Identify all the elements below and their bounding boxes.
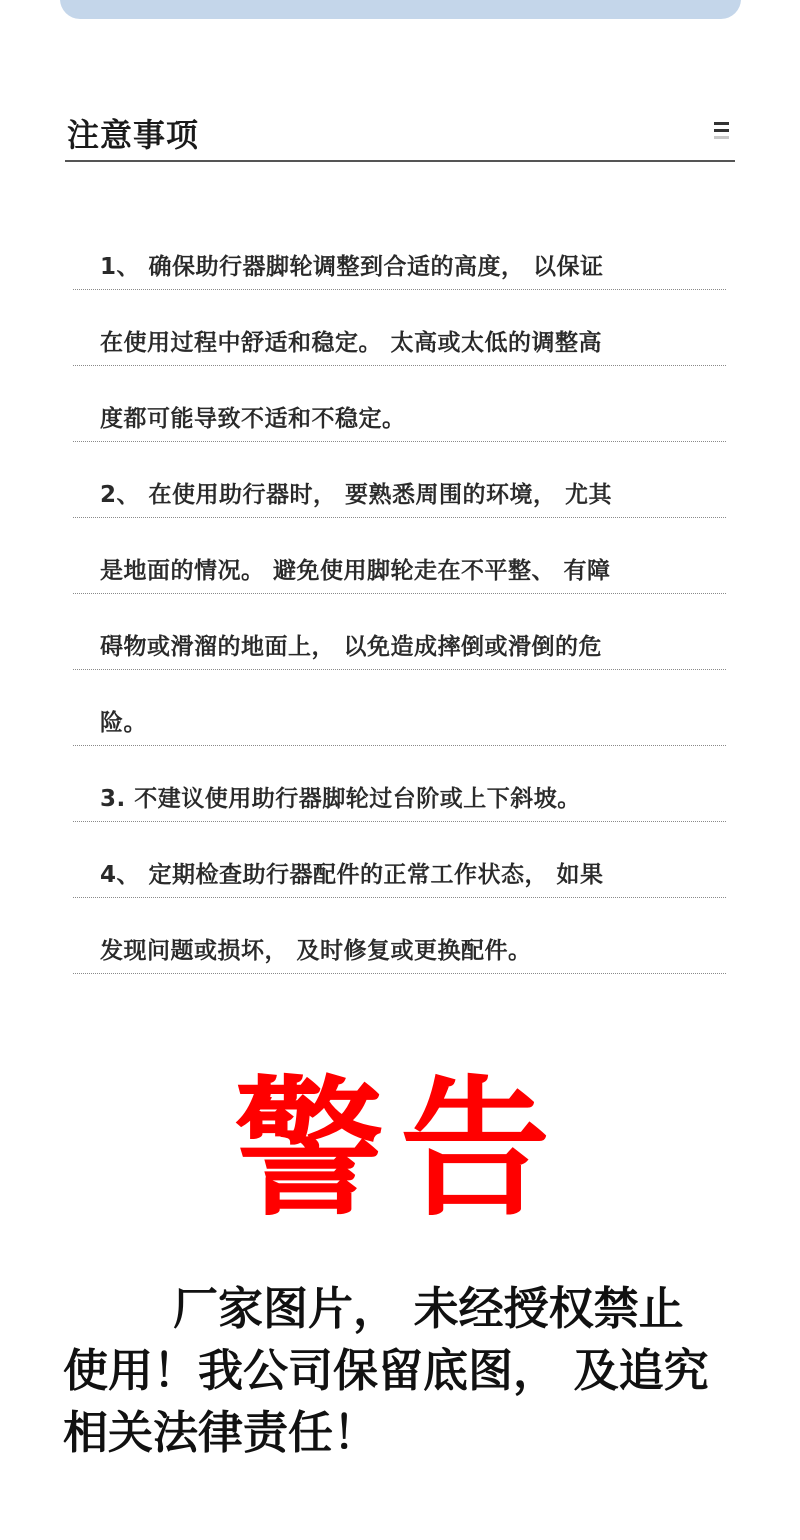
menu-icon-bar bbox=[714, 129, 729, 132]
menu-icon[interactable] bbox=[714, 122, 729, 140]
note-text: 度都可能导致不适和不稳定。 bbox=[100, 406, 406, 432]
warning-line: 使用！我公司保留底图， 及追究 bbox=[63, 1344, 709, 1397]
warning-line: 厂家图片， 未经授权禁止 bbox=[173, 1282, 684, 1335]
note-text: 发现问题或损坏， 及时修复或更换配件。 bbox=[100, 938, 532, 964]
notes-list bbox=[73, 214, 726, 974]
note-line bbox=[73, 518, 726, 594]
note-line bbox=[73, 442, 726, 518]
warning-text bbox=[63, 1278, 743, 1464]
note-text: 3. 不建议使用助行器脚轮过台阶或上下斜坡。 bbox=[100, 786, 581, 812]
menu-icon-bar bbox=[714, 122, 729, 125]
note-line bbox=[73, 366, 726, 442]
note-line bbox=[73, 822, 726, 898]
note-text: 1、 确保助行器脚轮调整到合适的高度， 以保证 bbox=[100, 254, 604, 280]
note-line bbox=[73, 214, 726, 290]
note-line bbox=[73, 898, 726, 974]
warning-title: 警告 bbox=[233, 1063, 566, 1237]
note-text: 是地面的情况。 避免使用脚轮走在不平整、 有障 bbox=[100, 558, 611, 584]
note-text: 2、 在使用助行器时， 要熟悉周围的环境， 尤其 bbox=[100, 482, 613, 508]
section-header bbox=[65, 108, 735, 162]
menu-icon-bar bbox=[714, 136, 729, 139]
note-line bbox=[73, 594, 726, 670]
note-text: 在使用过程中舒适和稳定。 太高或太低的调整高 bbox=[100, 330, 603, 356]
note-text: 险。 bbox=[100, 710, 147, 736]
note-line bbox=[73, 670, 726, 746]
note-text: 碍物或滑溜的地面上， 以免造成摔倒或滑倒的危 bbox=[100, 634, 603, 660]
warning-line: 相关法律责任！ bbox=[63, 1406, 379, 1459]
note-text: 4、 定期检查助行器配件的正常工作状态， 如果 bbox=[100, 862, 604, 888]
section-title: 注意事项 bbox=[67, 116, 200, 154]
top-banner bbox=[60, 0, 741, 19]
note-line bbox=[73, 746, 726, 822]
note-line bbox=[73, 290, 726, 366]
